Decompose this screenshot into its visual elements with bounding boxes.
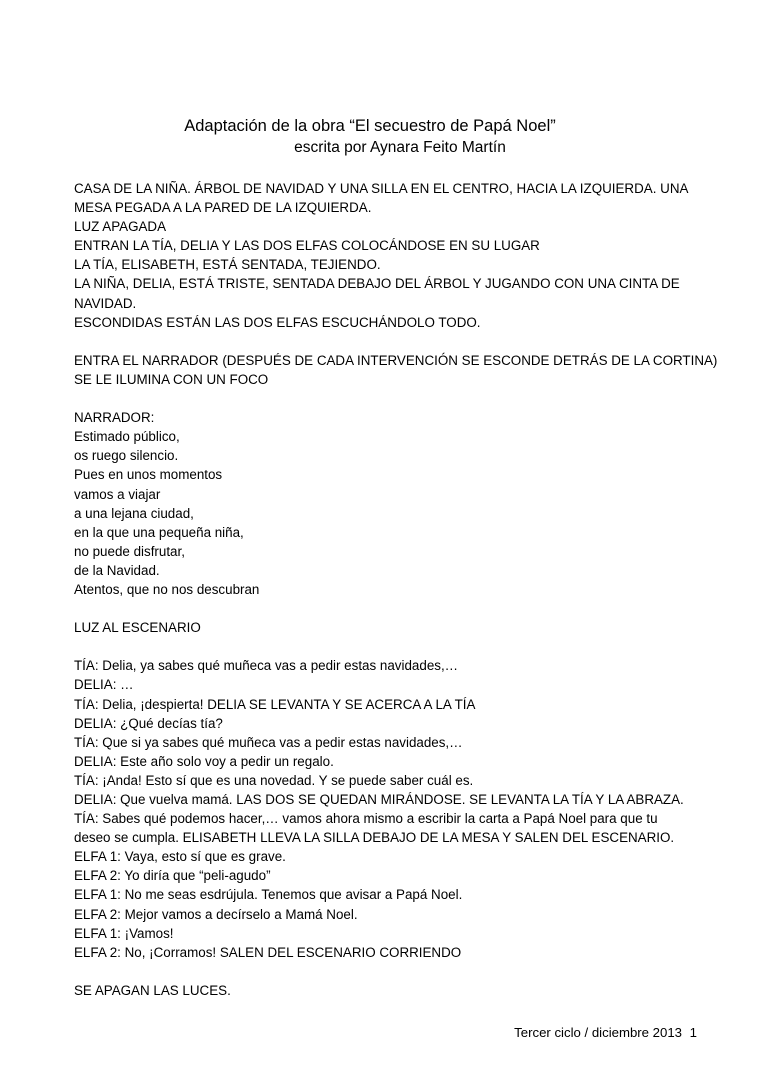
text-line: DELIA: ¿Qué decías tía? <box>74 715 223 731</box>
text-line: LUZ AL ESCENARIO <box>74 620 201 636</box>
footer-label: Tercer ciclo / diciembre 2013 <box>514 1025 682 1040</box>
text-line: NAVIDAD. <box>74 295 137 311</box>
text-line: ELFA 1: ¡Vamos! <box>74 925 174 941</box>
text-line: TÍA: ¡Anda! Esto sí que es una novedad. Y se puede saber cuál es. <box>74 772 474 788</box>
text-line: DELIA: Este año solo voy a pedir un regalo. <box>74 753 334 769</box>
page-number: 1 <box>689 1025 697 1040</box>
text-line: en la que una pequeña niña, <box>74 524 244 540</box>
text-line: ELFA 1: No me seas esdrújula. Tenemos que avisar a Papá Noel. <box>74 887 463 903</box>
text-line: ESCONDIDAS ESTÁN LAS DOS ELFAS ESCUCHÁNDOLO TODO. <box>74 314 481 330</box>
script-body <box>74 179 718 1000</box>
text-line: ELFA 2: Yo diría que “peli-agudo” <box>74 868 271 884</box>
text-line: DELIA: Que vuelva mamá. LAS DOS SE QUEDAN MIRÁNDOSE. SE LEVANTA LA TÍA Y LA ABRAZA. <box>74 792 684 807</box>
text-line: vamos a viajar <box>74 486 161 502</box>
text-line: ELFA 1: Vaya, esto sí que es grave. <box>74 849 286 865</box>
paragraph-gap <box>74 389 694 408</box>
text-line: ELFA 2: No, ¡Corramos! SALEN DEL ESCENARIO CORRIENDO <box>74 944 462 960</box>
text-line: NARRADOR: <box>74 410 155 426</box>
script-paragraph <box>74 981 694 1000</box>
text-line: de la Navidad. <box>74 562 160 578</box>
script-paragraph <box>74 351 718 389</box>
text-line: Estimado público, <box>74 429 180 445</box>
text-line: TÍA: Delia, ya sabes qué muñeca vas a pedir estas navidades,… <box>74 658 459 674</box>
text-line: LUZ APAGADA <box>74 219 167 235</box>
text-line: deseo se cumpla. ELISABETH LLEVA LA SILLA DEBAJO DE LA MESA Y SALEN DEL ESCENARIO. <box>74 830 675 846</box>
title-main: Adaptación de la obra “El secuestro de Papá Noel” <box>184 117 556 135</box>
text-line: ENTRA EL NARRADOR (DESPUÉS DE CADA INTERVENCIÓN SE ESCONDE DETRÁS DE LA CORTINA) <box>74 352 718 368</box>
text-line: TÍA: Delia, ¡despierta! DELIA SE LEVANTA Y SE ACERCA A LA TÍA <box>74 696 476 712</box>
text-line: SE APAGAN LAS LUCES. <box>74 982 231 998</box>
text-line: a una lejana ciudad, <box>74 505 194 521</box>
title-author: escrita por Aynara Feito Martín <box>294 139 506 156</box>
text-line: LA NIÑA, DELIA, ESTÁ TRISTE, SENTADA DEBAJO DEL ÁRBOL Y JUGANDO CON UNA CINTA DE <box>74 276 680 292</box>
script-paragraph <box>74 179 694 332</box>
text-line: TÍA: Que si ya sabes qué muñeca vas a pedir estas navidades,… <box>74 734 463 750</box>
paragraph-gap <box>74 962 694 981</box>
text-line: no puede disfrutar, <box>74 543 185 559</box>
paragraph-gap <box>74 637 694 656</box>
text-line: TÍA: Sabes qué podemos hacer,… vamos ahora mismo a escribir la carta a Papá Noel para que tu <box>74 811 658 827</box>
script-paragraph <box>74 618 694 637</box>
paragraph-gap <box>74 332 694 351</box>
text-line: ELFA 2: Mejor vamos a decírselo a Mamá Noel. <box>74 906 358 922</box>
text-line: DELIA: … <box>74 677 134 693</box>
text-line: os ruego silencio. <box>74 448 179 464</box>
text-line: ENTRAN LA TÍA, DELIA Y LAS DOS ELFAS COLOCÁNDOSE EN SU LUGAR <box>74 238 540 254</box>
script-paragraph <box>74 656 694 962</box>
text-line: Atentos, que no nos descubran <box>74 581 260 597</box>
document-title <box>0 114 768 160</box>
text-line: MESA PEGADA A LA PARED DE LA IZQUIERDA. <box>74 200 372 216</box>
text-line: Pues en unos momentos <box>74 467 223 483</box>
paragraph-gap <box>74 599 694 618</box>
text-line: LA TÍA, ELISABETH, ESTÁ SENTADA, TEJIENDO. <box>74 257 381 273</box>
script-paragraph <box>74 408 694 599</box>
text-line: CASA DE LA NIÑA. ÁRBOL DE NAVIDAD Y UNA SILLA EN EL CENTRO, HACIA LA IZQUIERDA. UNA <box>74 181 689 196</box>
text-line: SE LE ILUMINA CON UN FOCO <box>74 371 269 387</box>
